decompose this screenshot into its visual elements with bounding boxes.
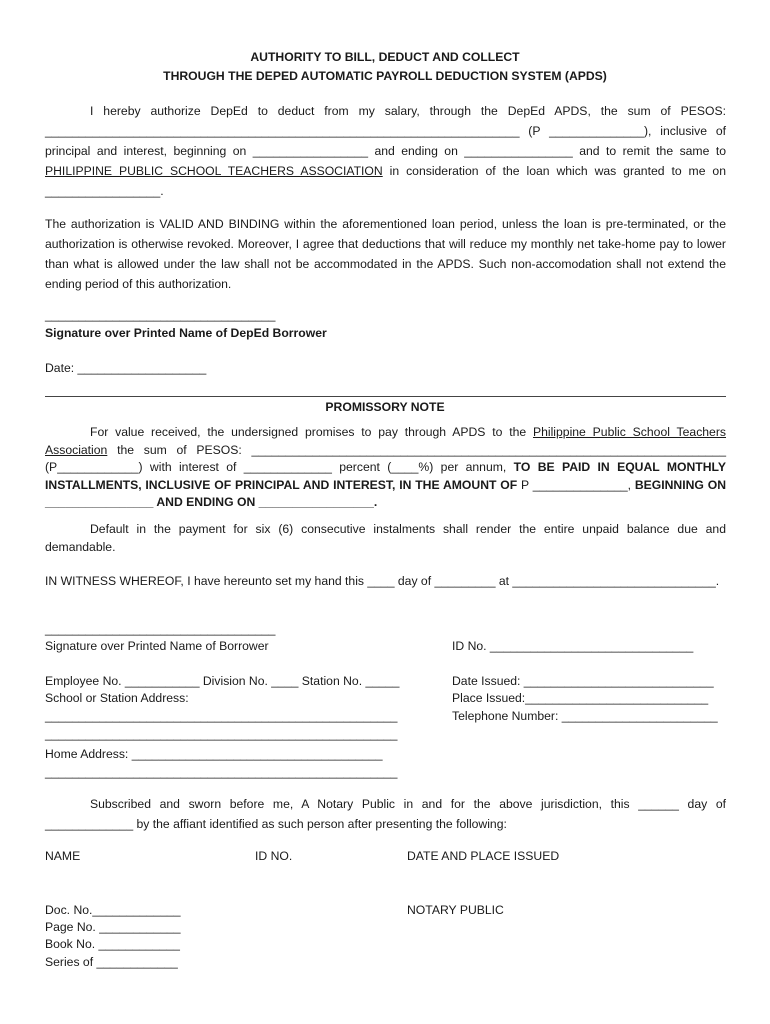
promissory-installment-terms: TO BE PAID IN EQUAL MONTHLY INSTALLMENTS, INCLUSIVE OF PRINCIPAL AND INTEREST, IN THE AMOUNT OF	[45, 460, 726, 492]
default-clause: Default in the payment for six (6) consecutive instalments shall render the entire unpaid balance due and demandable.	[45, 522, 726, 554]
home-address-line-2[interactable]: ____________________________________________________	[45, 765, 398, 779]
witness-statement: IN WITNESS WHEREOF, I have hereunto set my hand this ____ day of _________ at ______________________________.	[45, 574, 720, 588]
date-issued-field[interactable]: Date Issued: ____________________________	[452, 674, 714, 688]
promissory-text-a: For value received, the undersigned promises to pay through APDS to the	[90, 425, 533, 439]
promissory-period-terms: BEGINNING ON ________________ AND ENDING ON _________________.	[45, 477, 726, 509]
borrower-signature-line[interactable]: __________________________________	[45, 622, 276, 636]
home-address-field[interactable]: Home Address: _____________________________________	[45, 747, 383, 761]
id-number-field[interactable]: ID No. ______________________________	[452, 639, 694, 653]
promissory-note-title: PROMISSORY NOTE	[325, 400, 445, 414]
school-address-line-2[interactable]: ____________________________________________________	[45, 727, 398, 741]
employee-division-station-row[interactable]: Employee No. ___________ Division No. ____ Station No. _____	[45, 674, 400, 688]
promissory-paragraph	[45, 424, 726, 512]
column-name-label: NAME	[45, 849, 81, 863]
school-address-line-1[interactable]: ____________________________________________________	[45, 709, 398, 723]
page-number-field[interactable]: Page No. ____________	[45, 920, 181, 934]
borrower-signature-label: Signature over Printed Name of Borrower	[45, 639, 269, 653]
date-field[interactable]: Date: ___________________	[45, 361, 207, 375]
place-issued-field[interactable]: Place Issued:___________________________	[452, 691, 709, 705]
promissory-text-b: the sum of PESOS: ______________________________________________________________________ (P____________) with interest of _____________ percent (____%) per annum,	[45, 442, 726, 474]
authorization-text-a: I hereby authorize DepEd to deduct from my salary, through the DepEd APDS, the sum of PESOS: ______________________________________________________________________ (P ______________), inclusive of principal and interest, beginning on _________________ and ending on ________________ and to remit the same to	[45, 104, 726, 158]
document-title-line-2: THROUGH THE DEPED AUTOMATIC PAYROLL DEDUCTION SYSTEM (APDS)	[163, 69, 607, 83]
column-date-place-label: DATE AND PLACE ISSUED	[407, 849, 560, 863]
document-title-line-1: AUTHORITY TO BILL, DEDUCT AND COLLECT	[250, 50, 520, 64]
school-address-label: School or Station Address:	[45, 691, 189, 705]
deped-borrower-signature-label: Signature over Printed Name of DepEd Borrower	[45, 326, 327, 340]
book-number-field[interactable]: Book No. ____________	[45, 937, 180, 951]
association-name: PHILIPPINE PUBLIC SCHOOL TEACHERS ASSOCIATION	[45, 164, 383, 178]
column-id-label: ID NO.	[255, 849, 293, 863]
promissory-association-name: Philippine Public School Teachers Association	[45, 425, 726, 457]
authorization-paragraph	[45, 101, 726, 201]
deped-borrower-signature-line[interactable]: __________________________________	[45, 308, 276, 322]
telephone-number-field[interactable]: Telephone Number: _______________________	[452, 709, 718, 723]
authorization-text-b: in consideration of the loan which was granted to me on _________________.	[45, 164, 726, 198]
promissory-amount: P ______________,	[517, 477, 635, 492]
series-field[interactable]: Series of ____________	[45, 955, 178, 969]
doc-number-field[interactable]: Doc. No._____________	[45, 903, 181, 917]
validity-paragraph: The authorization is VALID AND BINDING within the aforementioned loan period, unless the loan is pre-terminated, or the authorization is otherwise revoked. Moreover, I agree that deductions that will reduce my monthly net take-home pay to lower than what is allowed under the law shall not be accommodated in the APDS. Such non-accomodation shall not extend the ending period of this authorization.	[45, 217, 726, 291]
section-divider	[45, 396, 726, 397]
notary-public-label: NOTARY PUBLIC	[407, 903, 504, 917]
notary-sworn-statement: Subscribed and sworn before me, A Notary Public in and for the above jurisdiction, this ______ day of _____________ by the affiant identified as such person after presenting the following:	[45, 797, 726, 831]
